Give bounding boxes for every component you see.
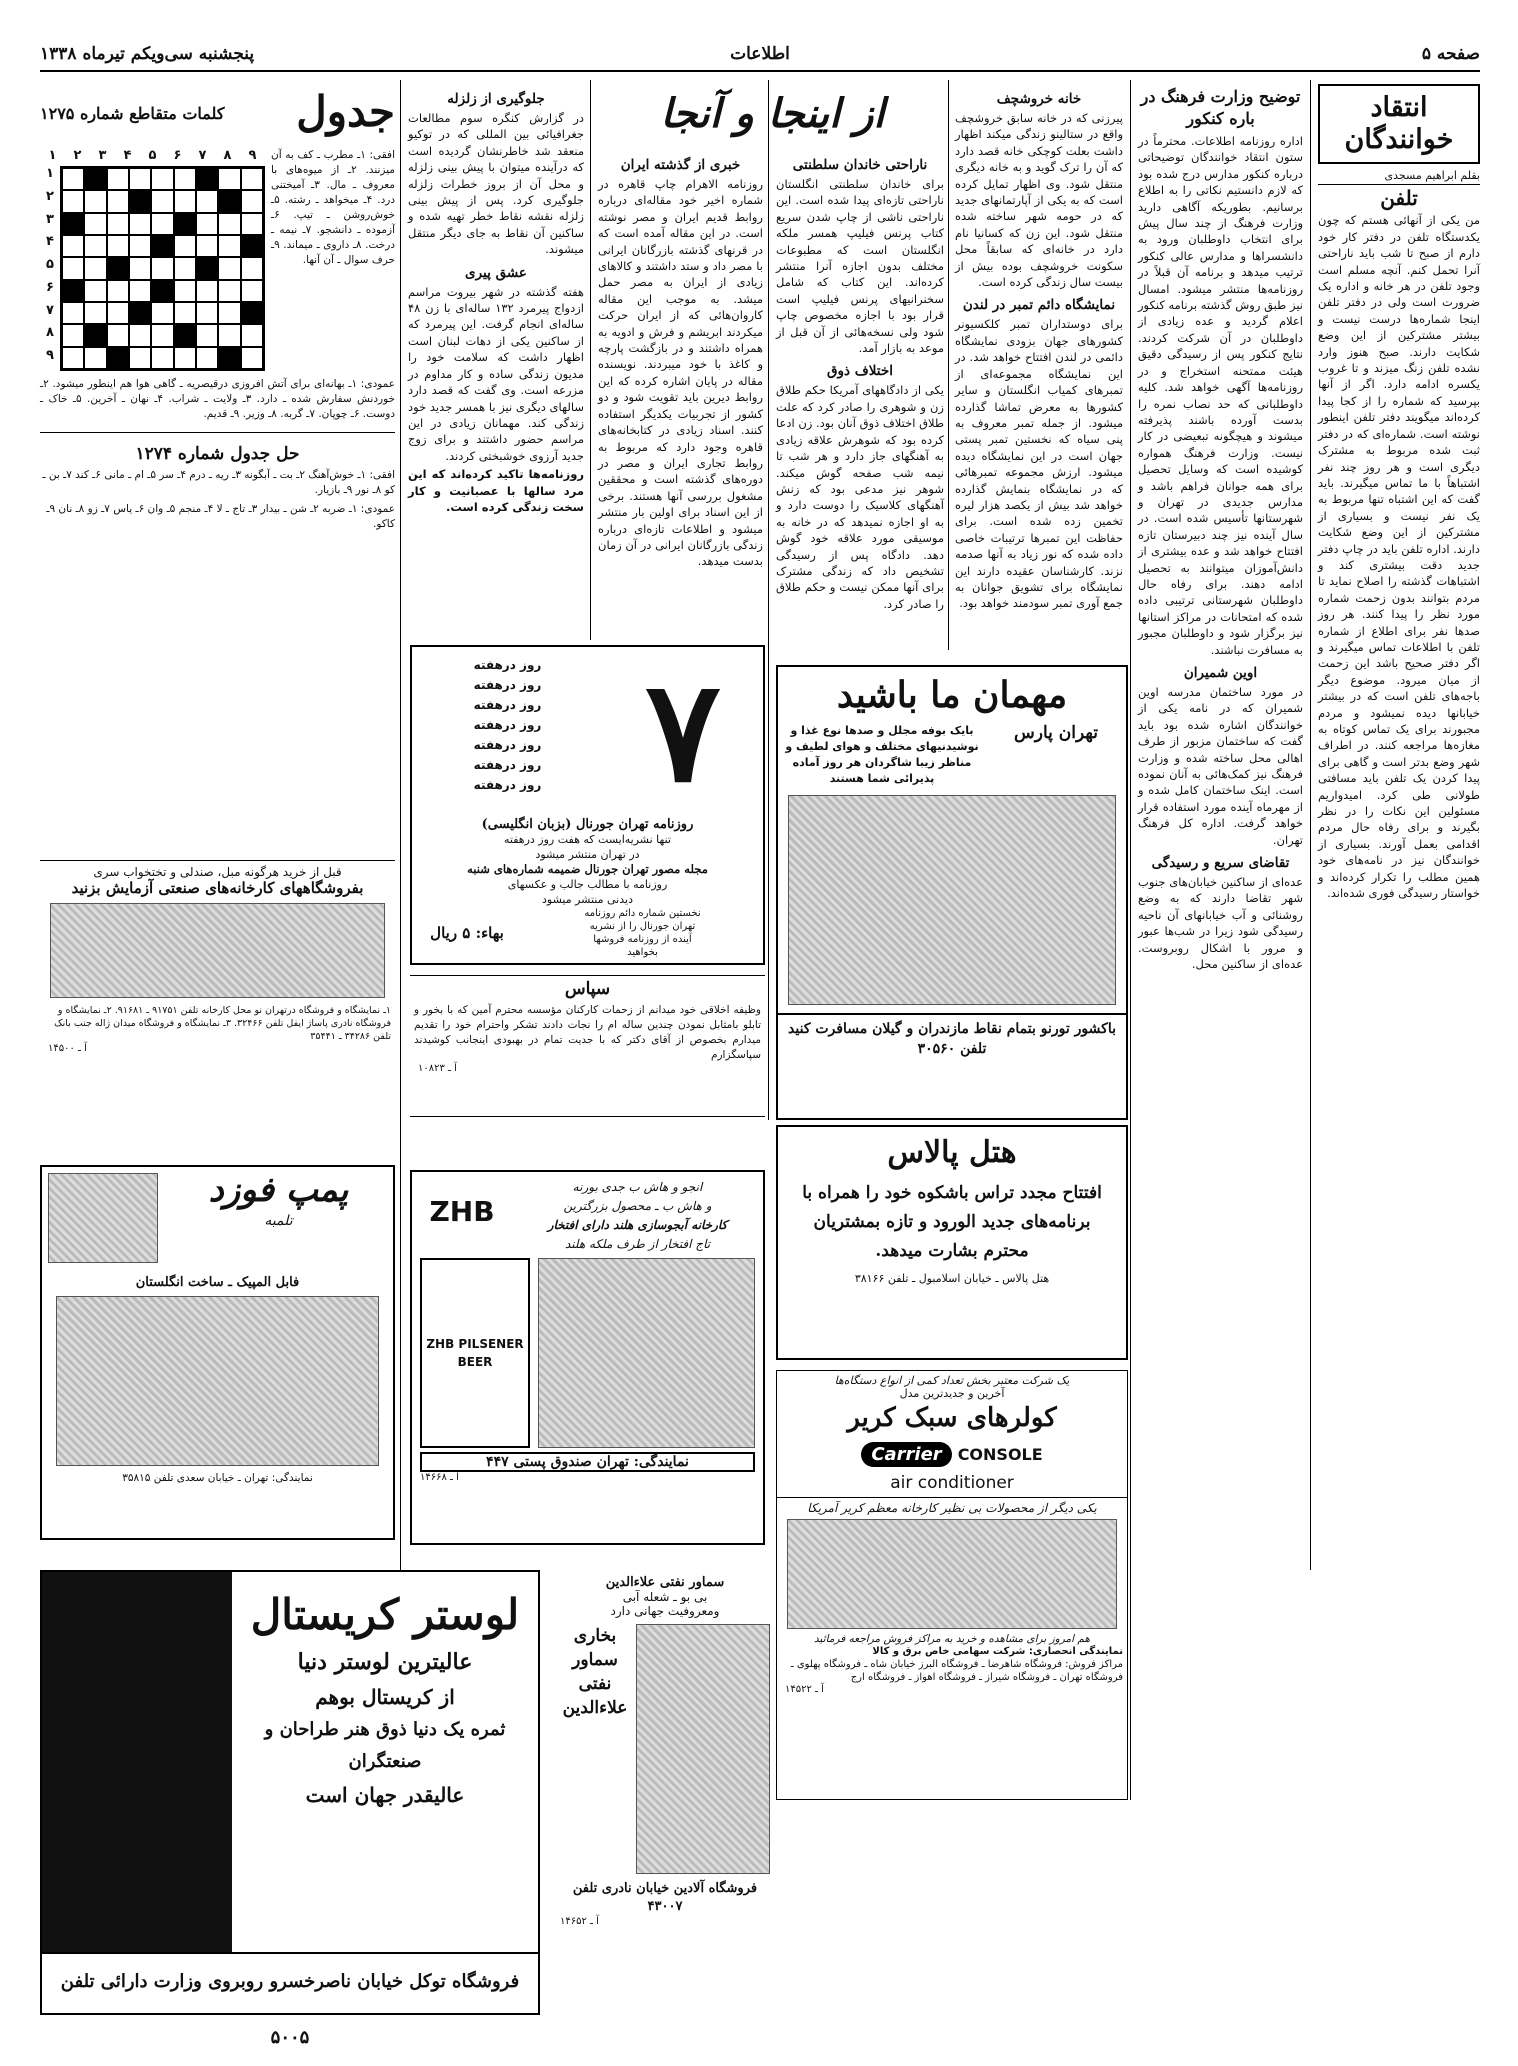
column-number: ۶ bbox=[173, 148, 182, 163]
ad-line: بخواهید bbox=[627, 947, 658, 958]
crossword-cell bbox=[196, 347, 218, 369]
ad-line: از کریستال بوهم bbox=[315, 1685, 455, 1709]
crossword-cell bbox=[107, 324, 129, 346]
ad-headline: سماور نفتی علاءالدین bbox=[605, 1575, 725, 1590]
crossword-cell bbox=[129, 324, 151, 346]
crossword-block bbox=[62, 280, 84, 302]
crossword-title: جدول bbox=[296, 87, 395, 136]
article-title: ناراحتی خاندان سلطنتی bbox=[792, 157, 928, 173]
price: بهاء: ۵ ریال bbox=[430, 924, 504, 942]
crossword-cell bbox=[241, 280, 263, 302]
banner-text: از اینجا و آنجا bbox=[660, 90, 885, 137]
row-number: ۱ bbox=[46, 166, 54, 181]
section-banner bbox=[600, 84, 945, 144]
tehran-pars-ad bbox=[776, 665, 1128, 1120]
crossword-section bbox=[40, 84, 395, 854]
ad-line: یک شرکت معتبر بخش تعداد کمی از انواع دستگاه‌ها bbox=[834, 1374, 1070, 1387]
notice-body: وظیفه اخلاقی خود میدانم از زحمات کارکنان مؤسسه محترم آمین که با بخور و تابلو بامثابل نمودن چندین ساله ام را نجات دادند تشکر واحترام خود را تقدیم میدارم بخصوص از آقای دکتر که با جدیت تمام در بهبودی اینجانب کوشیدند سپاسگزارم bbox=[414, 1004, 761, 1061]
row-number: ۲ bbox=[46, 188, 54, 204]
column-number: ۸ bbox=[223, 148, 232, 163]
ad-line: انجو و هاش ب جدی بورنه bbox=[572, 1180, 703, 1194]
crossword-cell bbox=[62, 235, 84, 257]
crossword-cell bbox=[241, 168, 263, 190]
crossword-cell bbox=[62, 302, 84, 324]
crossword-block bbox=[174, 213, 196, 235]
crossword-row-numbers bbox=[40, 166, 60, 371]
crossword-block bbox=[196, 168, 218, 190]
crossword-cell bbox=[129, 235, 151, 257]
crossword-cell bbox=[151, 190, 173, 212]
venue-name: تهران پارس bbox=[1014, 723, 1098, 743]
ad-line: دیدنی منتشر میشود bbox=[542, 893, 633, 906]
ad-address: نمایندگی: تهران ـ خیابان سعدی تلفن ۳۵۸۱۵ bbox=[122, 1472, 313, 1484]
crossword-cell bbox=[107, 213, 129, 235]
air-conditioner-illustration bbox=[787, 1519, 1117, 1629]
crossword-cell bbox=[174, 280, 196, 302]
across-clues: افقی: ۱ـ مطرب ـ کف به آن میزنند. ۲ـ از میوه‌های با معروف ـ مال. ۳ـ آمیختنی درد. ۴ـ میخواهد ـ رشته. ۵ـ خوش‌روشن ـ تیپ. ۶ـ آزموده ـ دانشجو. ۷ـ نیمه ـ درخت. ۸ـ داروی ـ میماند. ۹ـ حرف سوال ـ آن آنها. bbox=[271, 149, 396, 266]
column-number: ۱ bbox=[48, 148, 57, 163]
article-body: هفته گذشته در شهر بیروت مراسم ازدواج پیرمرد ۱۳۲ ساله‌ای با زن ۴۸ ساله‌ای انجام گرفت. این پیرمرد که از ساکنین یکی از دهات لبنان است اظهار داشت که سلامت خود را مدیون زندگی ساده و کار مداوم در مزرعه است. وی گفت که قصد دارد سالهای دیگری نیز با همسر جدید خود زندگی کند. مهمانان زیادی در این مراسم حضور داشتند و برای زوج جدید آرزوی خوشبختی کردند. bbox=[408, 284, 584, 463]
article-body: در گزارش کنگره سوم مطالعات جغرافیائی بین المللی که در توکیو منعقد شد خاطرنشان گردیده است که درآینده میتوان با پیش بینی زلزله و محل آن از بروز خطرات زلزله جلوگیری کرد. پس از پیش بینی زلزله نقشه نقاط خطر تهیه شده و ساکنین آن نقاط به جای دیگر منتقل میشوند. bbox=[408, 111, 584, 257]
crossword-cell bbox=[241, 257, 263, 279]
crossword-cell bbox=[151, 257, 173, 279]
crossword-grid bbox=[60, 166, 265, 371]
readers-column bbox=[1318, 84, 1480, 2014]
readers-logo: انتقاد خوانندگان bbox=[1318, 84, 1480, 164]
ad-agent: نمایندگی: تهران صندوق پستی ۴۴۷ bbox=[420, 1452, 755, 1472]
crossword-cell bbox=[241, 347, 263, 369]
day-line: روز درهفته bbox=[473, 698, 542, 712]
crossword-block bbox=[129, 302, 151, 324]
crossword-cell bbox=[151, 168, 173, 190]
pump-ad bbox=[40, 1165, 395, 1540]
crossword-cell bbox=[196, 213, 218, 235]
travel-line: باکشور تورنو بتمام نقاط مازندران و گیلان مسافرت کنید تلفن ۳۰۵۶۰ bbox=[778, 1013, 1126, 1059]
venue-description: بایک بوفه مجلل و صدها نوع غذا و نوشیدنیهای مختلف و هوای لطیف و مناظر زیبا شاگردان هر روز آماده پذیرائی شما هستند bbox=[785, 724, 979, 785]
big-number: ۷ bbox=[645, 650, 721, 814]
column-number: ۴ bbox=[123, 148, 132, 163]
ad-line: تهران جورنال را از نشریه bbox=[589, 921, 696, 932]
crossword-block bbox=[151, 235, 173, 257]
zhb-beer-ad bbox=[410, 1170, 765, 1545]
crossword-cell bbox=[107, 280, 129, 302]
crossword-cell bbox=[218, 168, 240, 190]
crossword-block bbox=[84, 168, 106, 190]
crossword-cell bbox=[129, 257, 151, 279]
ad-headline: بفروشگاههای کارخانه‌های صنعتی آزمایش بزنید bbox=[71, 879, 364, 897]
column-number: ۵ bbox=[148, 148, 157, 163]
day-line: روز درهفته bbox=[473, 738, 542, 752]
notice-code: آ ـ ۱۰۸۲۳ bbox=[418, 1063, 457, 1074]
building-photo bbox=[788, 795, 1116, 1005]
crossword-block bbox=[218, 347, 240, 369]
article-title: تلفن bbox=[1380, 186, 1418, 211]
row-number: ۹ bbox=[46, 348, 54, 364]
crossword-cell bbox=[218, 324, 240, 346]
crossword-cell bbox=[241, 324, 263, 346]
crossword-cell bbox=[241, 213, 263, 235]
crossword-cell bbox=[62, 168, 84, 190]
hotel-address: هتل پالاس ـ خیابان اسلامبول ـ تلفن ۳۸۱۶۶ bbox=[854, 1272, 1050, 1285]
crossword-cell bbox=[84, 280, 106, 302]
article-body: یکی از دادگاههای آمریکا حکم طلاق زن و شوهری را صادر کرد که علت طلاق اختلاف ذوق آنان بود. زن ادعا کرده بود که شوهرش علاقه زیادی به آهنگهای جاز دارد و هر شب تا نیمه شب صفحه گوش میکند. شوهر نیز مدعی بود که زنش آهنگهای کلاسیک را دوست دارد و به او اجازه نمیدهد که در خانه به موسیقی مورد علاقه خود گوش دهد. دادگاه پس از رسیدگی تشخیص داد که زندگی مشترک برای آنها ممکن نیست و حکم طلاق را صادر کرد. bbox=[776, 383, 944, 611]
ad-code: آ ـ ۱۴۶۵۲ bbox=[560, 1916, 599, 1927]
crossword-cell bbox=[218, 280, 240, 302]
swimmer-illustration bbox=[48, 1173, 158, 1263]
history-column bbox=[598, 150, 763, 640]
row-number: ۷ bbox=[46, 302, 54, 318]
crossword-cell bbox=[151, 324, 173, 346]
carrier-ad bbox=[776, 1370, 1128, 1800]
article-subtitle: تقاضای سریع و رسیدگی bbox=[1151, 855, 1290, 872]
article-title: عشق پیری bbox=[465, 264, 527, 281]
ministry-column bbox=[1138, 84, 1303, 2014]
royal-column bbox=[776, 150, 944, 640]
ad-line: آخرین و جدیدترین مدل bbox=[899, 1387, 1005, 1400]
crossword-cell bbox=[84, 257, 106, 279]
article-body: روزنامه الاهرام چاپ قاهره در شماره اخیر خود مقاله‌ای درباره روابط قدیم ایران و مصر نوشته است. در این مقاله آمده است که در قرنهای گذشته بازرگانان ایرانی با مصر داد و ستد داشتند و کالاهای زیادی از ایران به مصر حمل میشد. به موجب این مقاله کاروان‌هائی که از ایران حرکت میکردند ابریشم و فرش و ادویه به همراه داشتند و در بازگشت پارچه و کاغذ با خود میبردند. نویسنده مقاله در پایان اشاره کرده که این روابط دیرین باید تقویت شود و دو کشور از تجربیات یکدیگر استفاده کنند. اسناد زیادی در کتابخانه‌های قاهره وجود دارد که مربوط به روابط تجاری ایران و مصر در دوره‌های گذشته است و محققین مشغول بررسی آنها هستند. برخی از این اسناد برای اولین بار منتشر میشود و اطلاعات تازه‌ای درباره زندگی بازرگانان ایرانی در آن زمان بدست میدهد. bbox=[598, 177, 763, 569]
furniture-illustration bbox=[50, 903, 385, 998]
crossword-cell bbox=[62, 257, 84, 279]
crossword-cell bbox=[218, 302, 240, 324]
hotel-name: هتل پالاس bbox=[887, 1135, 1017, 1170]
ad-line: کارخانه آبجوسازی هلند دارای افتخار bbox=[547, 1218, 728, 1232]
answers-title: حل جدول شماره ۱۲۷۴ bbox=[135, 444, 300, 464]
crossword-block bbox=[196, 257, 218, 279]
crossword-cell bbox=[151, 302, 173, 324]
crossword-cell bbox=[84, 190, 106, 212]
crossword-block bbox=[151, 280, 173, 302]
crossword-cell bbox=[151, 347, 173, 369]
furniture-ad bbox=[40, 860, 395, 1076]
day-line: روز درهفته bbox=[473, 678, 542, 692]
article-body: اداره روزنامه اطلاعات. محترماً در ستون انتقاد خوانندگان توضیحاتی درباره کنکور مدارس درج شده بود که لازم دانستیم نکاتی را به اطلاع برسانیم. بطوریکه آگاهی دارید وزارت فرهنگ از چند سال پیش برای انتخاب داوطلبان ورود به دانشسراها و مدارس عالی کنکور ترتیب میدهد و برنامه آن قبلاً در روزنامه‌ها منتشر میشود. امسال نیز طبق روش گذشته برنامه کنکور اعلام گردید و عده زیادی از داوطلبان در آن شرکت کردند. نتایج کنکور پس از رسیدگی دقیق هیئت ممتحنه استخراج و در روزنامه‌ها آگهی خواهد شد. کلیه داوطلبانی که حد نصاب نمره را بدست آورده باشند پذیرفته میشوند و هیچگونه تبعیضی در کار نیست. وزارت فرهنگ همواره کوشیده است که وسایل تحصیل برای همه جوانان فراهم باشد و مدارس جدیدی در تهران و شهرستانها تأسیس شده است. در سال آینده نیز چند دبیرستان تازه افتتاح خواهد شد و عده بیشتری از دانش‌آموزان میتوانند به تحصیل ادامه دهند. برای رفاه حال داوطلبان شهرستانی ترتیبی داده شده که امتحانات در مراکز استانها نیز برگزار شود و داوطلبان مجبور به مسافرت نباشند. bbox=[1138, 134, 1303, 657]
air-conditioner-label: air conditioner bbox=[890, 1473, 1014, 1493]
pump-illustration bbox=[56, 1296, 379, 1466]
ad-code: آ ـ ۱۴۵۰۰ bbox=[48, 1043, 87, 1054]
crossword-cell bbox=[107, 168, 129, 190]
ad-line: ومعروفیت جهانی دارد bbox=[610, 1604, 720, 1618]
hotel-announcement: افتتاح مجدد تراس باشکوه خود را همراه با برنامه‌های جدید الورود و تازه بمشتریان محترم بشارت میدهد. bbox=[802, 1183, 1102, 1261]
crossword-cell bbox=[174, 257, 196, 279]
journal-name: روزنامه تهران جورنال (بزبان انگلیسی) bbox=[481, 817, 694, 832]
issue-date: پنجشنبه سی‌ویکم تیرماه ۱۳۳۸ bbox=[40, 44, 255, 64]
zhb-logo: ZHB bbox=[429, 1195, 495, 1228]
crossword-cell bbox=[196, 324, 218, 346]
article-title: جلوگیری از زلزله bbox=[447, 91, 545, 107]
crossword-cell bbox=[107, 302, 129, 324]
article-title: خانه خروشچف bbox=[996, 91, 1082, 107]
ad-headline: مهمان ما باشید bbox=[836, 674, 1068, 716]
ad-headline: کولرهای سبک کریر bbox=[847, 1403, 1057, 1433]
crossword-cell bbox=[174, 235, 196, 257]
hotel-palace-ad bbox=[776, 1125, 1128, 1360]
crossword-cell bbox=[84, 213, 106, 235]
crossword-cell bbox=[174, 302, 196, 324]
notice-title: سپاس bbox=[564, 979, 611, 999]
crossword-cell bbox=[129, 280, 151, 302]
article-body: پیرزنی که در خانه سابق خروشچف واقع در ستالینو زندگی میکند اظهار داشت بعلت کوچکی خانه قصد دارد که آن را ترک گوید و به خانه دیگری منتقل شود. وی اظهار تمایل کرده است که به یکی از آپارتمانهای جدید که در حومه شهر ساخته شده منتقل شود. این زن که کسانیا نام دارد در خانه‌ای که سابقاً محل سکونت خروشچف بوده بیش از بیست سال زندگی کرده است. bbox=[955, 111, 1123, 290]
ad-line: عالیقدر جهان است bbox=[305, 1783, 465, 1807]
crossword-cell bbox=[129, 213, 151, 235]
article-title: نمایشگاه دائم تمبر در لندن bbox=[962, 297, 1116, 314]
column-number: ۲ bbox=[73, 148, 82, 163]
crossword-block bbox=[107, 257, 129, 279]
row-number: ۸ bbox=[46, 325, 54, 341]
crossword-block bbox=[84, 324, 106, 346]
row-number: ۵ bbox=[46, 257, 54, 273]
ad-line: مراکز فروش: فروشگاه شاهرضا ـ فروشگاه البرز خیابان شاه ـ فروشگاه پهلوی ـ فروشگاه تهران ـ فروشگاه شیراز ـ فروشگاه اهواز ـ فروشگاه ارج bbox=[790, 1659, 1123, 1683]
samovar-illustration bbox=[636, 1624, 770, 1874]
answers-across: افقی: ۱ـ خوش‌آهنگ ۲ـ بت ـ آبگونه ۳ـ ریه ـ درم ۴ـ سر ۵ـ ام ـ مانی ۶ـ کند ۷ـ بن ـ کو ۸ـ نور ۹ـ بازیار. bbox=[42, 469, 395, 496]
samovar-ad bbox=[560, 1575, 770, 2015]
crossword-block bbox=[129, 190, 151, 212]
ad-line: ثمره یک دنیا ذوق هنر طراحان و صنعتگران bbox=[264, 1719, 506, 1772]
crossword-cell bbox=[107, 235, 129, 257]
column-number: ۹ bbox=[248, 148, 257, 163]
day-line: روز درهفته bbox=[473, 758, 542, 772]
crossword-cell bbox=[62, 190, 84, 212]
crossword-cell bbox=[129, 168, 151, 190]
answers-down: عمودی: ۱ـ ضربه ۲ـ شن ـ بیدار ۳ـ تاج ـ لا ۴ـ منجم ۵ـ وان ۶ـ یاس ۷ـ زو ۸ـ نان ۹ـ کاکو. bbox=[46, 503, 395, 530]
article-body: من یکی از آنهائی هستم که چون یکدستگاه تلفن در دفتر کار خود دارم از صبح تا شب باید ناراحتی آنرا تحمل کنم. آنچه مسلم است وجود تلفن در هر خانه و اداره یک ضرورت است ولی در دفتر تلفن اینجا شماره‌ها درست نیست و بیشتر مشترکین از این وضع شکایت دارند. صبح هنوز وارد نشده تلفن زنگ میزند و تا غروب یکسره ادامه دارد. اگر از آنها بپرسید که شماره را از کجا پیدا کرده‌اند میگویند دفتر تلفن اینطور نوشته است. شماره‌ای که در دفتر ثبت شده مربوط به مشترک دیگری است و هر روز چند نفر اشتباهاً با ما تماس میگیرند. باید گفت که این اشتباه تنها مربوط به یک نفر نیست و بسیاری از مشترکین از این وضع شکایت دارند. اداره تلفن باید در چاپ دفتر جدید دقت بیشتری کند و اشتباهات گذشته را اصلاح نماید تا مردم بتوانند بدون زحمت شماره مورد نظر را پیدا کنند. هر روز صدها نفر برای اطلاع از شماره تلفن با اطلاعات تماس میگیرند و اگر دفتر صحیح باشد این زحمت از میان میرود. موضوع دیگر باجه‌های تلفن است که در بیشتر خیابانها دیده نمیشود و مردم مجبورند برای یک تماس کوتاه به مغازه‌ها مراجعه کنند. در اطراف شهر وضع بدتر است و گاهی برای پیدا کردن یک تلفن باید مسافتی طولانی طی کرد. امیدواریم مسئولین این نکات را در نظر بگیرند و برای رفاه حال مردم اقدامی بعمل آورند. بسیاری از خوانندگان نیز در نامه‌های خود همین مطلب را تکرار کرده‌اند و خواستار رسیدگی فوری شده‌اند. bbox=[1318, 213, 1480, 901]
thanks-notice bbox=[410, 975, 765, 1117]
woman-illustration bbox=[538, 1258, 755, 1448]
column-number: ۷ bbox=[198, 148, 207, 163]
crossword-cell bbox=[151, 213, 173, 235]
crossword-block bbox=[62, 213, 84, 235]
shop-address: فروشگاه آلادین خیابان نادری تلفن ۴۳۰۰۷ bbox=[572, 1881, 758, 1914]
crossword-cell bbox=[241, 190, 263, 212]
ad-line: نخستین شماره دائم روزنامه bbox=[584, 908, 701, 919]
row-number: ۴ bbox=[46, 234, 54, 250]
ad-line: قبل از خرید هرگونه مبل، صندلی و تختخواب سری bbox=[93, 865, 342, 879]
ad-code: آ ـ ۱۴۶۶۸ bbox=[420, 1472, 459, 1483]
article-body: برای دوستداران تمبر کلکسیونر کشورهای جهان بزودی نمایشگاه دائمی در لندن افتتاح خواهد شد. در این نمایشگاه مجموعه‌ای از تمبرهای کمیاب انگلستان و سایر کشورها به معرض تماشا گذارده میشود. از جمله تمبر معروف به پنی سیاه که نخستین تمبر پستی جهان است در این نمایشگاه دیده میشود. ارزش مجموعه تمبرهائی که در نمایشگاه بنمایش گذارده خواهد شد بیش از یکصد هزار لیره تخمین زده شده است. برای حفاظت این تمبرها ترتیبات خاصی داده شده که نور زیاد به آنها صدمه نزند. کارشناسان عقیده دارند این نمایشگاه برای تشویق جوانان به جمع آوری تمبر سودمند خواهد بود. bbox=[955, 317, 1123, 611]
article-body: برای خاندان سلطنتی انگلستان ناراحتی تازه‌ای پیدا شده است. این ناراحتی ناشی از چاپ شدن سریع کتاب پرنس فیلیپ همسر ملکه انگلستان است که مطبوعات مختلف بدون اجازه آنرا منتشر کرده‌اند. این کتاب که شامل سخنرانیهای پرنس فیلیپ است قرار بود با اجازه مخصوص چاپ شود ولی نسخه‌هائی از آن قبل از موعد به بازار آمد. bbox=[776, 177, 944, 356]
row-number: ۳ bbox=[46, 211, 54, 227]
chandelier-photo bbox=[42, 1572, 232, 1952]
day-line: روز درهفته bbox=[473, 718, 542, 732]
crossword-cell bbox=[129, 347, 151, 369]
day-line: روز درهفته bbox=[473, 778, 542, 792]
crossword-cell bbox=[174, 190, 196, 212]
crossword-cell bbox=[196, 280, 218, 302]
ad-headline: پمپ فوزد bbox=[208, 1170, 349, 1210]
article-title: خبری از گذشته ایران bbox=[620, 157, 741, 173]
crossword-column-numbers bbox=[40, 148, 265, 166]
tehran-journal-ad bbox=[410, 645, 765, 965]
beer-can: ZHB PILSENER BEER bbox=[420, 1258, 530, 1448]
crossword-cell bbox=[196, 302, 218, 324]
crossword-cell bbox=[218, 257, 240, 279]
crossword-cell bbox=[62, 347, 84, 369]
article-footer: روزنامه‌ها تاکید کرده‌اند که این مرد سالها با عصبانیت و کار سخت زندگی کرده است. bbox=[408, 467, 584, 514]
article-subtitle: اوین شمیران bbox=[1183, 665, 1258, 681]
ad-line: تلمبه bbox=[264, 1213, 293, 1229]
ad-line: تنها نشریه‌ایست که هفت روز درهفته bbox=[504, 833, 671, 846]
quake-column bbox=[408, 84, 584, 629]
ad-code: آ ـ ۱۴۵۲۲ bbox=[785, 1684, 824, 1695]
ad-line: آینده از روزنامه فروشها bbox=[593, 934, 692, 945]
crossword-block bbox=[174, 324, 196, 346]
samovar-label: بخاری سماور نفتی علاءالدین bbox=[562, 1626, 628, 1718]
ad-line: مجله مصور تهران جورنال ضمیمه شماره‌های شنبه bbox=[467, 862, 708, 876]
ad-line: تاج افتخار از طرف ملکه هلند bbox=[564, 1237, 711, 1251]
ad-line: در تهران منتشر میشود bbox=[535, 848, 640, 861]
day-line: روز درهفته bbox=[473, 658, 542, 672]
article-body: در مورد ساختمان مدرسه اوین شمیران که در نامه یکی از خوانندگان اشاره شده بود باید گفت که ساختمان مزبور از طرف اهالی محل ساخته شده و وزارت فرهنگ نیز کمک‌هائی به آنان نموده است. اینک ساختمان کامل شده و از مهرماه آینده مورد استفاده قرار خواهد گرفت. اداره کل فرهنگ تهران. bbox=[1138, 685, 1303, 847]
crossword-cell bbox=[218, 235, 240, 257]
article-body: عده‌ای از ساکنین خیابان‌های جنوب شهر تقاضا دارند که به وضع روشنائی و آب خیابانهای آن ناحیه رسیدگی شود زیرا در شب‌ها عبور و مرور با اشکال روبروست. عده‌ای از ساکنین محل. bbox=[1138, 875, 1303, 972]
ad-line: نمایندگی انحصاری: شرکت سهامی خاص برق و کالا bbox=[872, 1646, 1123, 1657]
crossword-subtitle: کلمات متقاطع شماره ۱۲۷۵ bbox=[40, 104, 225, 123]
crossword-cell bbox=[196, 235, 218, 257]
crossword-cell bbox=[84, 302, 106, 324]
crossword-block bbox=[241, 302, 263, 324]
ad-line: و هاش ب ـ محصول بزرگترین bbox=[563, 1199, 712, 1213]
crossword-cell bbox=[218, 213, 240, 235]
ad-line: بی بو ـ شعله آبی bbox=[622, 1590, 708, 1604]
article-title: اختلاف ذوق bbox=[827, 363, 893, 380]
page-header bbox=[40, 42, 1480, 72]
crossword-cell bbox=[196, 190, 218, 212]
down-clues: عمودی: ۱ـ بهانه‌ای برای آتش افروزی درقیصریه ـ گاهی هوا هم اینطور میشود. ۲ـ خوردنش سفارش شده ـ دارد. ۳ـ ولایت ـ شراب. ۴ـ نهان ـ آخرین. ۵ـ خاک ـ دوست. ۶ـ چوپان. ۷ـ گربه. ۸ـ وزیر. ۹ـ قدیم. bbox=[40, 378, 395, 420]
crossword-cell bbox=[62, 324, 84, 346]
ad-line: عالیترین لوستر دنیا bbox=[297, 1649, 473, 1675]
article-title: توضیح وزارت فرهنگ در باره کنکور bbox=[1140, 87, 1301, 128]
crossword-block bbox=[218, 190, 240, 212]
chandelier-ad bbox=[40, 1570, 540, 2048]
ad-headline: لوستر کریستال bbox=[250, 1590, 520, 1639]
ad-line: فابل المپیک ـ ساخت انگلستان bbox=[135, 1275, 300, 1290]
crossword-block bbox=[241, 235, 263, 257]
page-number: صفحه ۵ bbox=[1421, 44, 1480, 64]
ad-line: هم امروز برای مشاهده و خرید به مراکز فروش مراجعه فرمائید bbox=[814, 1633, 1090, 1645]
ad-line: یکی دیگر از محصولات بی نظیر کارخانه معظم کریر آمریکا bbox=[777, 1497, 1127, 1515]
crossword-cell bbox=[174, 347, 196, 369]
shop-address: فروشگاه توکل خیابان ناصرخسرو روبروی وزارت دارائی تلفن ۵۰۰۵ bbox=[42, 1952, 538, 2066]
column-number: ۳ bbox=[98, 148, 107, 163]
carrier-logo: Carrier bbox=[861, 1442, 951, 1467]
crossword-cell bbox=[84, 235, 106, 257]
console-label: CONSOLE bbox=[957, 1445, 1043, 1464]
ad-addresses: ۱ـ نمایشگاه و فروشگاه درتهران نو محل کارخانه تلفن ۹۱۷۵۱ ـ ۹۱۶۸۱. ۲ـ نمایشگاه و فروشگاه نادری پاساژ ایفل تلفن ۳۲۴۶۶. ۳ـ نمایشگاه و فروشگاه میدان ژاله جنب بانک تلفن ۳۴۲۸۶ ـ ۳۵۴۴۱ bbox=[54, 1005, 391, 1042]
paper-name: اطلاعات bbox=[730, 44, 790, 64]
byline: بقلم ابراهیم مسجدی bbox=[1318, 168, 1480, 185]
crossword-cell bbox=[107, 190, 129, 212]
khrushchev-column bbox=[955, 84, 1123, 644]
ad-line: روزنامه با مطالب جالب و عکسهای bbox=[507, 878, 668, 891]
crossword-cell bbox=[174, 168, 196, 190]
days-list bbox=[412, 647, 603, 817]
crossword-block bbox=[107, 347, 129, 369]
crossword-cell bbox=[84, 347, 106, 369]
row-number: ۶ bbox=[46, 279, 54, 295]
